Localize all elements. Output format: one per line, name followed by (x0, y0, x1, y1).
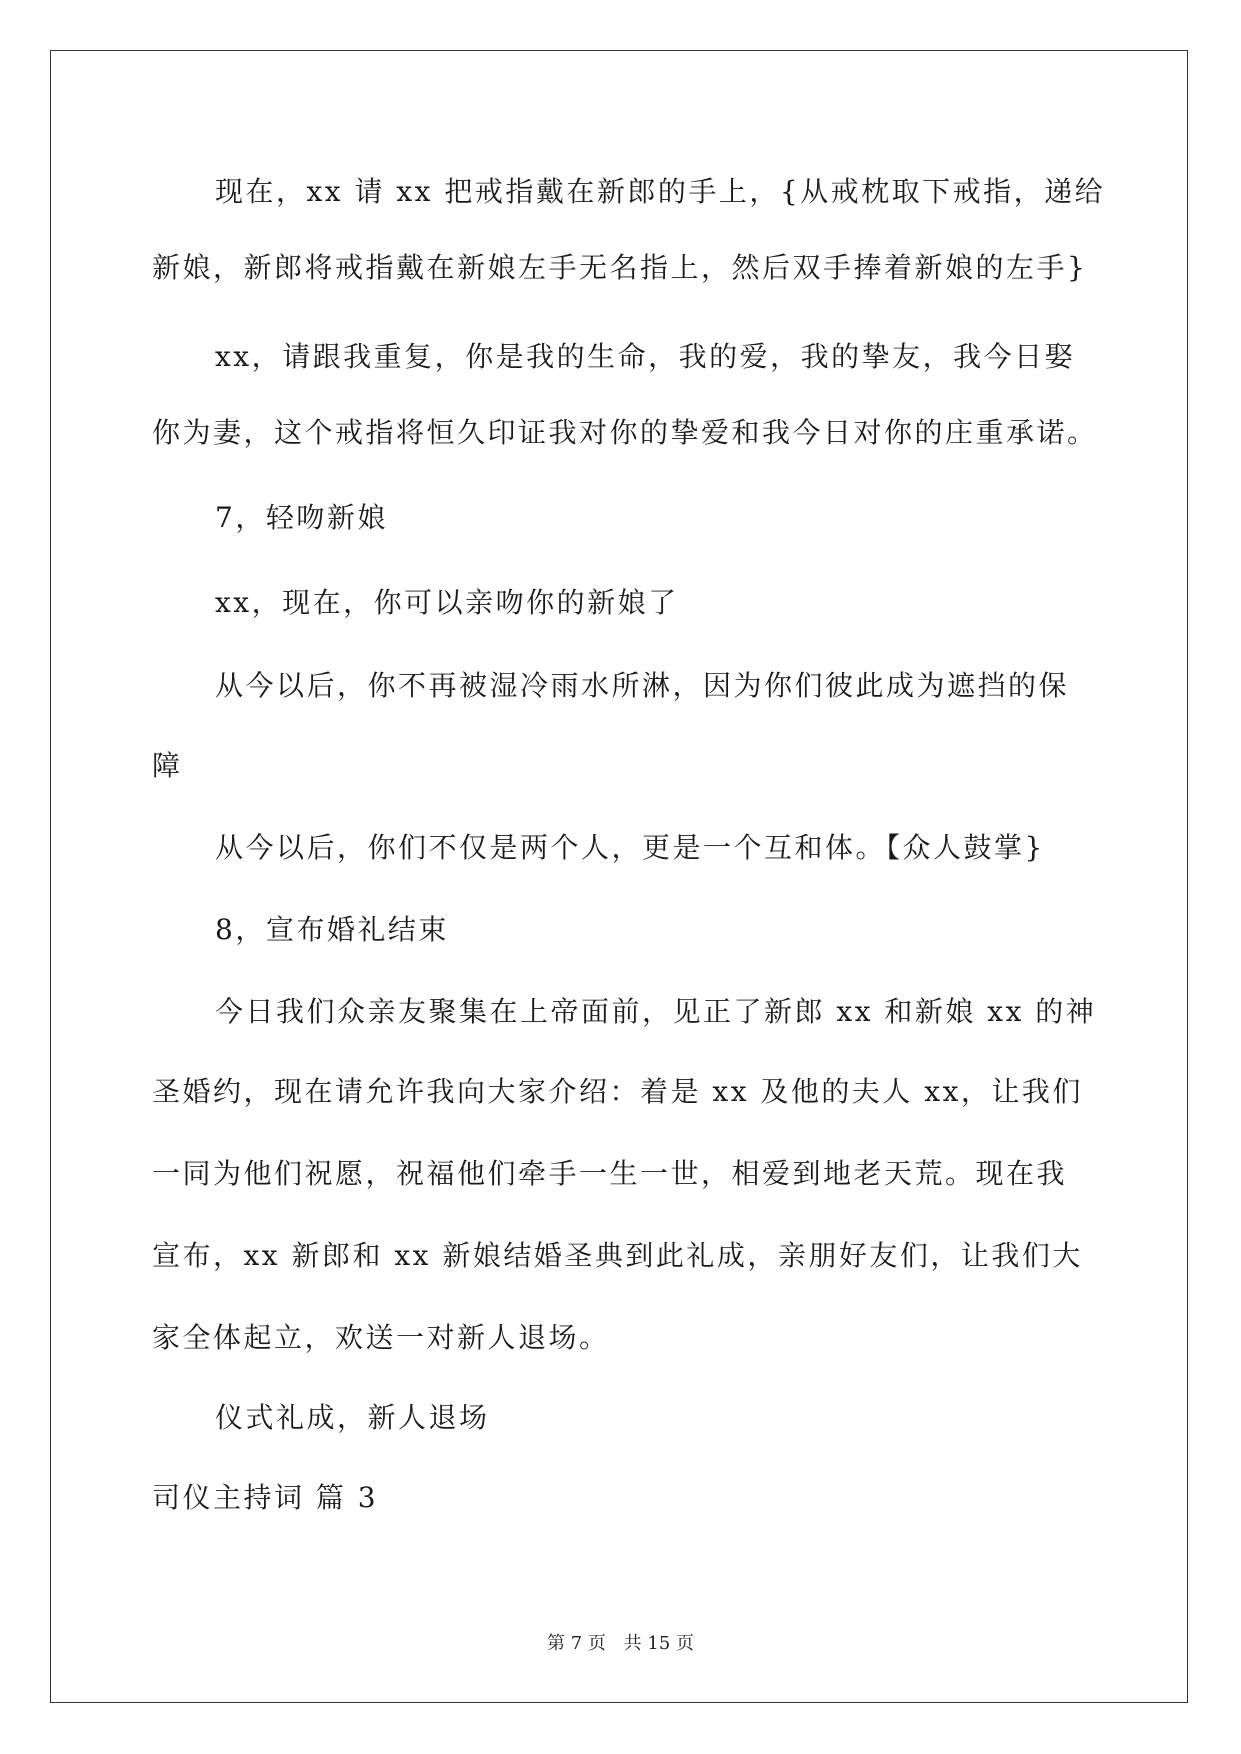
paragraph-line: 从今以后，你们不仅是两个人，更是一个互和体。【众人鼓掌} (215, 831, 1045, 864)
paragraph-line: 宣布，xx 新郎和 xx 新娘结婚圣典到此礼成，亲朋好友们，让我们大 (152, 1239, 1083, 1272)
paragraph-line: xx，现在，你可以亲吻你的新娘了 (215, 586, 679, 619)
paragraph-line: 从今以后，你不再被湿冷雨水所淋，因为你们彼此成为遮挡的保 (215, 669, 1070, 702)
paragraph-line: 你为妻，这个戒指将恒久印证我对你的挚爱和我今日对你的庄重承诺。 (152, 416, 1098, 449)
paragraph-line: 仪式礼成，新人退场 (215, 1401, 490, 1434)
paragraph-line: 一同为他们祝愿，祝福他们牵手一生一世，相爱到地老天荒。现在我 (152, 1157, 1068, 1190)
page-border (50, 50, 1188, 1703)
paragraph-line: 障 (152, 749, 183, 782)
section-heading: 8，宣布婚礼结束 (215, 913, 449, 946)
paragraph-line: xx，请跟我重复，你是我的生命，我的爱，我的挚友，我今日娶 (215, 340, 1076, 373)
page-total: 共 15 页 (623, 1633, 694, 1654)
page-number: 第 7 页 (547, 1633, 606, 1654)
paragraph-line: 家全体起立，欢送一对新人退场。 (152, 1321, 610, 1354)
page-footer (0, 1632, 1241, 1656)
paragraph-line: 今日我们众亲友聚集在上帝面前，见正了新郎 xx 和新娘 xx 的神 (215, 995, 1097, 1028)
section-title: 司仪主持词 篇 3 (152, 1481, 379, 1514)
paragraph-line: 圣婚约，现在请允许我向大家介绍：着是 xx 及他的夫人 xx，让我们 (152, 1075, 1083, 1108)
paragraph-line: 现在，xx 请 xx 把戒指戴在新郎的手上，{从戒枕取下戒指，递给 (215, 175, 1106, 208)
section-heading: 7，轻吻新娘 (215, 501, 388, 534)
paragraph-line: 新娘，新郎将戒指戴在新娘左手无名指上，然后双手捧着新娘的左手} (152, 251, 1088, 284)
